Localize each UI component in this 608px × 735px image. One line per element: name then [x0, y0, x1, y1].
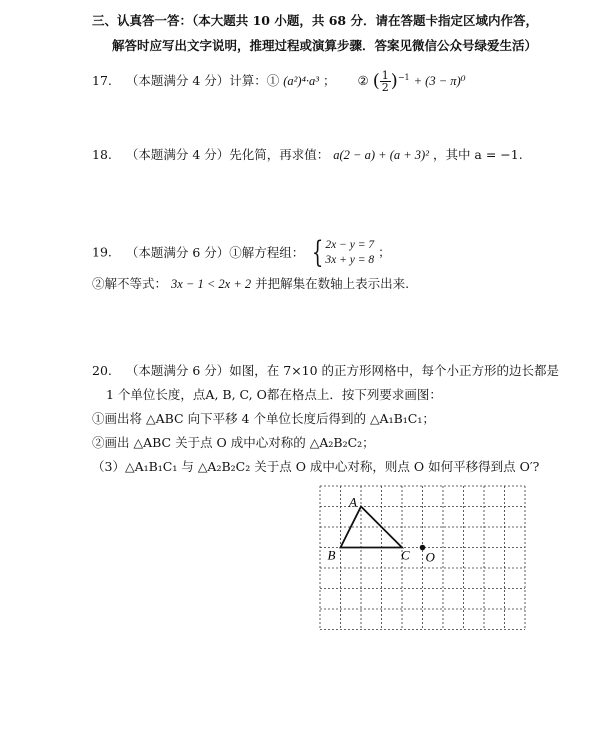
q18-tail: ，其中 a = −1. [432, 147, 523, 162]
question-17: 17. （本题满分 4 分）计算：① (a²)⁴·a³ ； ② ( $\frac{1}{2}$ )$^{-1}$ + (3 − π)⁰ [92, 69, 466, 95]
q20-line2: 1 个单位长度，点A, B, C, O都在格点上．按下列要求画图： [106, 387, 442, 402]
q19-part2-suffix: 并把解集在数轴上表示出来. [255, 276, 410, 291]
q17-exponent: −1 [397, 73, 410, 82]
q17-tail: + (3 − π)⁰ [413, 74, 466, 89]
question-19 [92, 235, 391, 270]
q18-number: 18. [92, 147, 112, 162]
q17-text: （本题满分 4 分）计算：① [125, 73, 280, 89]
question-18 [92, 147, 523, 163]
q18-expr: a(2 − a) + (a + 3)² [333, 148, 429, 162]
q17-fraction: $\frac{1}{2}$ [381, 69, 389, 95]
q17-number: 17. [92, 73, 112, 89]
point-o [420, 545, 426, 551]
q20-item3: （3）△A₁B₁C₁ 与 △A₂B₂C₂ 关于点 O 成中心对称，则点 O 如何平移得到点 O′? [92, 459, 540, 474]
q19-inequality: 3x − 1 < 2x + 2 [171, 277, 252, 291]
label-b: B [327, 547, 336, 563]
q17-sep: ； [323, 73, 336, 89]
q19-system: 2x − y = 7 3x + y = 8 [325, 239, 375, 266]
q19-semicolon: ； [378, 244, 391, 260]
label-a: A [349, 494, 357, 510]
question-19-part2 [92, 276, 409, 292]
q19-part2-prefix: ②解不等式： [92, 276, 168, 291]
label-o: O [425, 549, 435, 565]
q20-item1: ①画出将 △ABC 向下平移 4 个单位长度后得到的 △A₁B₁C₁； [92, 411, 435, 426]
q19-number: 19. [92, 244, 112, 260]
grid-figure [308, 482, 538, 642]
q17-mark2: ② [357, 73, 369, 89]
q20-text: （本题满分 6 分）如图，在 7×10 的正方形网格中，每个小正方形的边长都是 [125, 363, 560, 378]
question-20 [92, 363, 559, 379]
label-c: C [401, 547, 410, 563]
section-heading: 三、认真答一答：（本大题共 10 小题，共 68 分．请在答题卡指定区域内作答， [92, 13, 538, 28]
q20-number: 20. [92, 363, 112, 378]
section-heading-line2: 解答时应写出文字说明，推理过程或演算步骤．答案见微信公众号绿爱生活） [112, 38, 538, 53]
q19-text: （本题满分 6 分）①解方程组： [125, 244, 305, 260]
q20-item2: ②画出 △ABC 关于点 O 成中心对称的 △A₂B₂C₂； [92, 435, 375, 450]
q18-text: （本题满分 4 分）先化简，再求值： [125, 147, 330, 162]
q17-expr1: (a²)⁴·a³ [283, 74, 320, 89]
q19-brace: { [312, 235, 324, 270]
